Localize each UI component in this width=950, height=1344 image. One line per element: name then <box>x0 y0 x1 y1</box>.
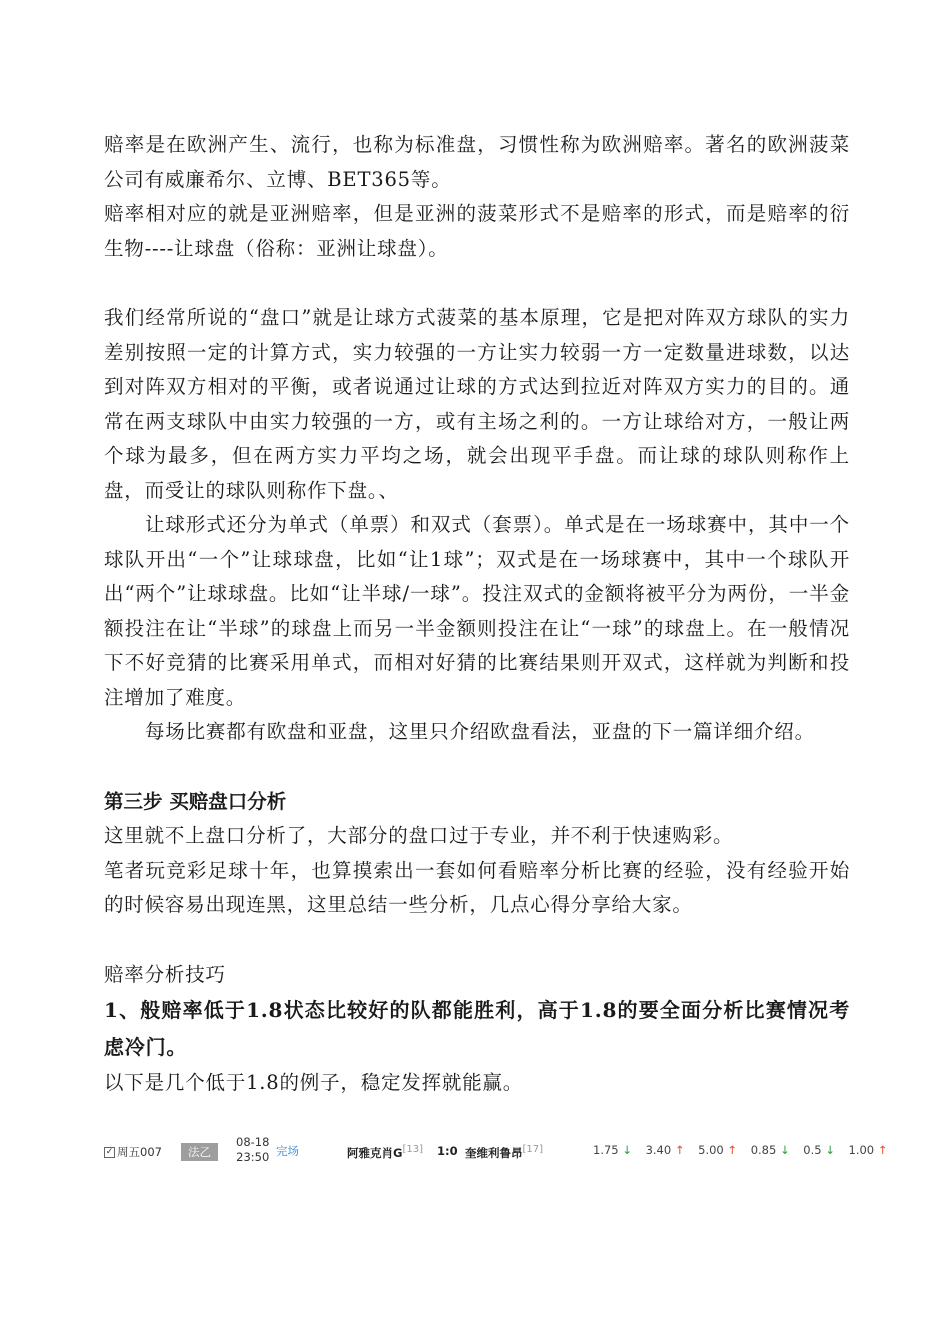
odds-list <box>593 1143 897 1157</box>
home-team-rank: [13] <box>402 1144 423 1155</box>
home-team-name: 阿雅克肖G <box>347 1145 403 1160</box>
paragraph-asian-odds: 赔率相对应的就是亚洲赔率，但是亚洲的菠菜形式不是赔率的形式，而是赔率的衍生物----让球盘（俗称：亚洲让球盘）。 <box>104 202 850 260</box>
odds-item <box>849 1143 888 1157</box>
spacer <box>104 750 850 785</box>
odds-value: 1.75 <box>593 1143 619 1157</box>
paragraph-skip-analysis: 这里就不上盘口分析了，大部分的盘口过于专业，并不利于快速购彩。 <box>104 824 734 847</box>
match-row <box>104 1133 888 1173</box>
odds-item <box>646 1143 685 1157</box>
away-team <box>465 1144 543 1161</box>
odds-value: 0.5 <box>803 1143 822 1157</box>
arrow-down-icon: ↓ <box>825 1143 835 1157</box>
arrow-up-icon: ↑ <box>877 1143 888 1157</box>
match-date: 08-18 <box>236 1135 270 1149</box>
home-team <box>347 1144 423 1161</box>
match-time: 23:50 <box>236 1150 270 1164</box>
paragraph-handicap-principle: 我们经常所说的“盘口”就是让球方式菠菜的基本原理，它是把对阵双方球队的实力差别按照一定的计算方式，实力较强的一方让实力较弱一方一定数量进球数，以达到对阵双方相对的平衡，或者说通过让球的方式达到拉近对阵双方实力的目的。通常在两支球队中由实力较强的一方，或有主场之利的。一方让球给对方，一般让两个球为最多，但在两方实力平均之场，就会出现平手盘。而让球的球队则称作上盘，而受让的球队则称作下盘。、 <box>104 306 850 502</box>
paragraph-european-odds: 赔率是在欧洲产生、流行，也称为标准盘，习惯性称为欧洲赔率。著名的欧洲菠菜公司有威廉希尔、立博、BET365等。 <box>104 133 850 191</box>
odds-value: 0.85 <box>750 1143 777 1157</box>
match-score: 1:0 <box>437 1144 458 1158</box>
paragraph-handicap-types: 让球形式还分为单式（单票）和双式（套票）。单式是在一场球赛中，其中一个球队开出“一个”让球球盘，比如“让1球”；双式是在一场球赛中，其中一个球队开出“两个”让球球盘。比如“让半球/一球”。投注双式的金额将被平分为两份，一半金额投注在让“半球”的球盘上而另一半金额则投注在让“一球”的球盘上。在一般情况下不好竞猜的比赛采用单式，而相对好猜的比赛结果则开双式，这样就为判断和投注增加了难度。 <box>104 513 850 709</box>
league-badge: 法乙 <box>181 1143 218 1161</box>
away-team-name: 奎维利鲁昂 <box>465 1145 523 1160</box>
tip-one: 1、般赔率低于1.8状态比较好的队都能胜利，高于1.8的要全面分析比赛情况考虑冷门。 <box>104 998 850 1059</box>
arrow-down-icon: ↓ <box>622 1143 632 1157</box>
arrow-up-icon: ↑ <box>674 1143 685 1157</box>
odds-item <box>698 1143 737 1157</box>
spacer <box>104 266 850 301</box>
section-heading: 第三步 买赔盘口分析 <box>104 789 287 813</box>
odds-value: 1.00 <box>848 1143 875 1157</box>
match-id: 周五007 <box>117 1145 162 1159</box>
paragraph-euro-asian-intro: 每场比赛都有欧盘和亚盘，这里只介绍欧盘看法，亚盘的下一篇详细介绍。 <box>145 720 815 743</box>
checkbox-icon[interactable]: ✓ <box>105 1147 114 1157</box>
spacer <box>104 923 850 958</box>
odds-item <box>751 1143 790 1157</box>
paragraph-author-experience: 笔者玩竞彩足球十年，也算摸索出一套如何看赔率分析比赛的经验，没有经验开始的时候容易出现连黑，这里总结一些分析，几点心得分享给大家。 <box>104 858 850 916</box>
document-body <box>104 128 888 1164</box>
odds-item <box>593 1143 632 1157</box>
away-team-rank: [17] <box>522 1144 544 1155</box>
arrow-up-icon: ↑ <box>727 1143 738 1157</box>
match-status: 完场 <box>276 1144 299 1158</box>
paragraph-examples-intro: 以下是几个低于1.8的例子，稳定发挥就能赢。 <box>104 1071 524 1094</box>
subheading-odds-tips: 赔率分析技巧 <box>104 962 226 986</box>
match-datetime <box>236 1135 269 1165</box>
odds-item <box>803 1143 835 1157</box>
odds-value: 5.00 <box>698 1143 724 1157</box>
odds-value: 3.40 <box>645 1143 672 1157</box>
arrow-down-icon: ↓ <box>779 1143 790 1157</box>
